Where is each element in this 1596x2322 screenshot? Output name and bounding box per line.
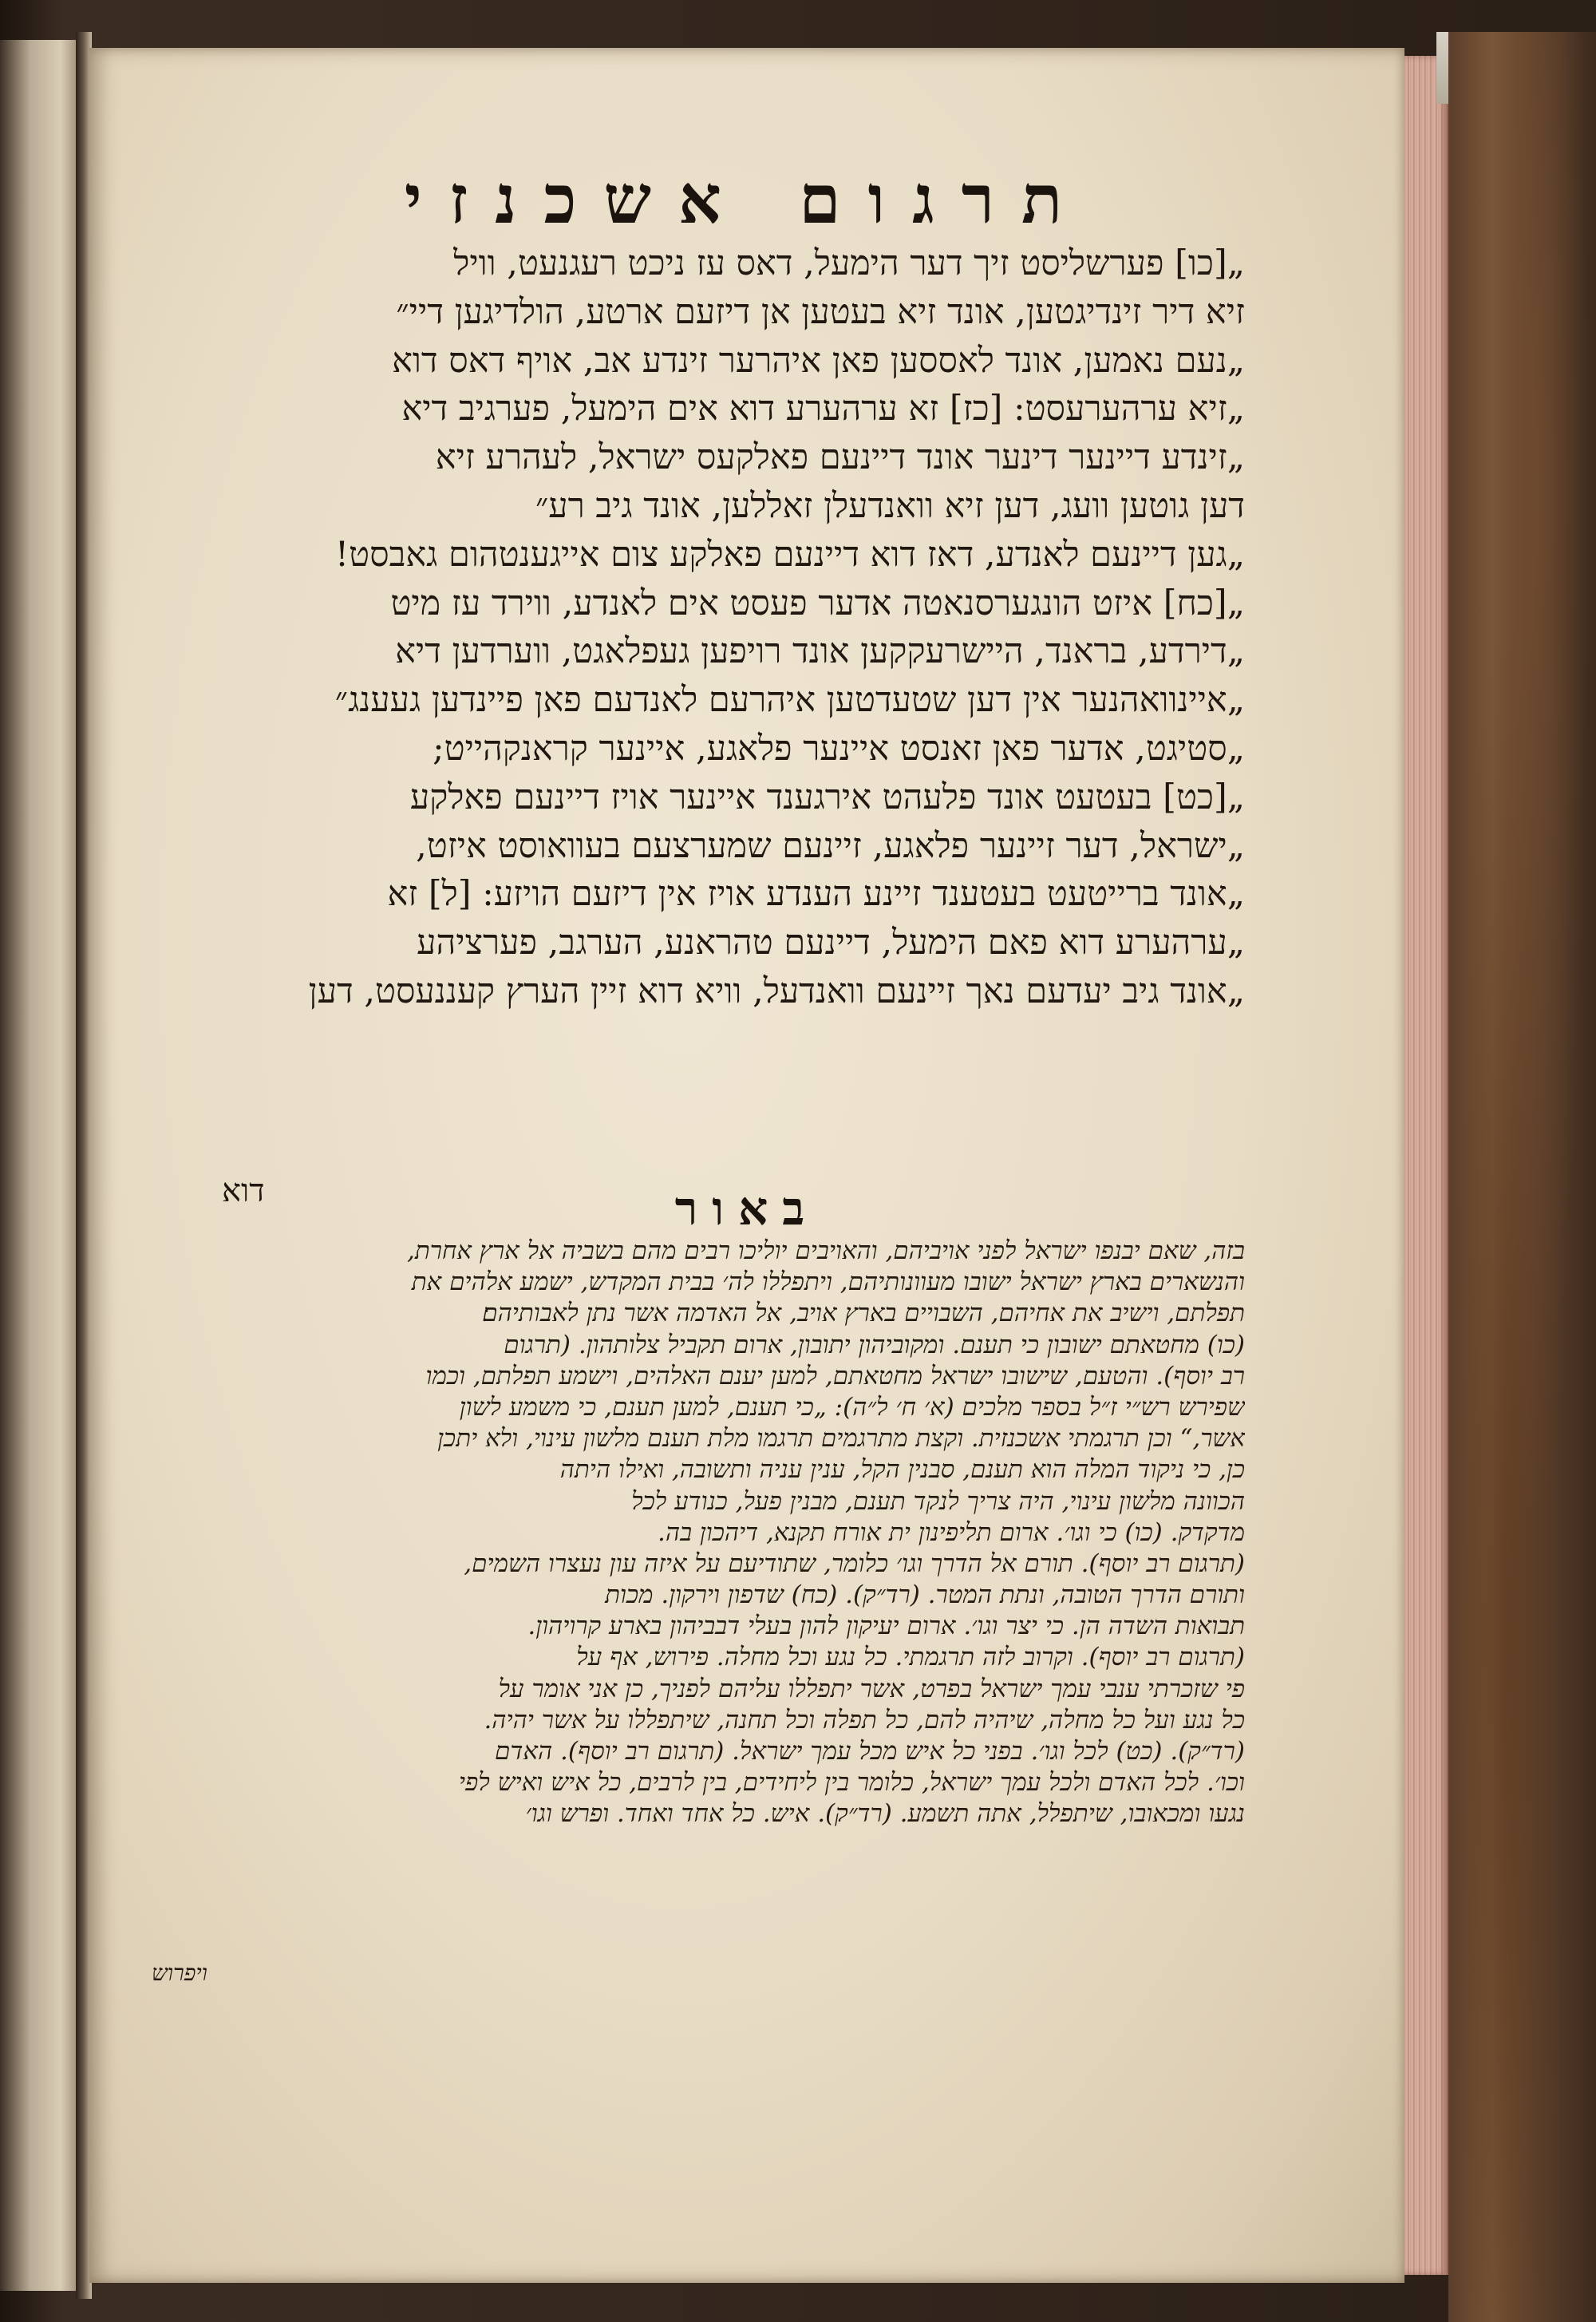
commentary-line: תבואות השדה הן. כי יצר וגו׳. ארום יעיקון להון בעלי דבביהון בארע קרויהון. [527, 1612, 1245, 1641]
text-line: „ערהערע דוא פאם הימעל, דיינעם טהראנע, הערגב, פערציהע [417, 923, 1245, 963]
page-header: תרגום אשכנזי [404, 160, 1090, 239]
text-line: „[כח] איזט הונגערסנאטה אדער פעסט אים לאנדע, ווירד עז מיט [390, 583, 1245, 623]
commentary-line: וכו׳. לכל האדם ולכל עמך ישראל, כלומר בין ליחידים, בין לרבים, כל איש ואיש לפי [458, 1768, 1245, 1798]
leather-cover [1448, 32, 1596, 2322]
commentary-line: כן, כי ניקוד המלה הוא תענם, סבנין הקל, ענין עניה ותשובה, ואילו היתה [559, 1455, 1245, 1485]
commentary-line: שפירש רש״י ז״ל בספר מלכים (א׳ ח׳ ל״ה): „כי תענם, למען תענם, כי משמע לשון [459, 1392, 1245, 1422]
commentary-line: פי שזכרתי ענבי עמך ישראל בפרט, אשר יתפללו עליהם לפניך, כן אני אומר על [498, 1674, 1245, 1703]
text-line: דען גוטען וועג, דען זיא וואנדעלן זאללען, אונד גיב רע״ [535, 485, 1245, 526]
commentary-line: תפלתם, וישיב את אחיהם, השבויים בארץ אויב, אל האדמה אשר נתן לאבותיהם׃ [482, 1299, 1245, 1328]
text-line: „נעם נאמען, אונד לאססען פאן איהרער זינדע אב, אויף דאס דוא [392, 340, 1245, 381]
text-line: „אונד ברייטעט בעטענד זיינע הענדע אויז אין דיזעם הויזע: [ל] זא [387, 874, 1245, 915]
text-line: „[כו] פערשליסט זיך דער הימעל, דאס עז ניכט רעגנעט, וויל [453, 243, 1245, 283]
page-edges [1404, 56, 1448, 2275]
commentary-line: מדקדק. (כו) כי וגו׳. ארום תליפינון ית אורח תקנא, דיהכון בה. [658, 1517, 1245, 1547]
text-line: „איינוואהנער אין דען שטעדטען איהרעם לאנדעם פאן פיינדען געענג״ [334, 680, 1245, 721]
catchword: דוא [222, 1173, 265, 1209]
commentary-line: כל נגע ועל כל מחלה, שיהיה להם, כל תפלה וכל תחנה, שיתפללו על אשר יהיה. [484, 1705, 1245, 1735]
commentary-line: נגעו ומכאובו, שיתפלל, אתה תשמע. (רד״ק). איש. כל אחד ואחד. ופרש וגו׳ [525, 1799, 1245, 1829]
main-translation-text [152, 239, 1245, 1016]
commentary-line: אשר,“ וכן תרגמתי אשכנזית. וקצת מתרגמים תרגמו מלת תענם מלשון עינוי, ולא יתכן [437, 1424, 1245, 1454]
commentary-line: רב יוסף). והטעם, שישובו ישראל מחטאתם, למען יענם האלהים, וישמע תפלתם, וכמו [425, 1361, 1245, 1390]
text-line: „זיא ערהערעסט: [כז] זא ערהערע דוא אים הימעל, פערגיב דיא [401, 389, 1245, 429]
commentary-line: (תרגום רב יוסף). תורם אל הדרך וגו׳ כלומר, שתודיעם על איזה עון נעצרו השמים, [464, 1549, 1245, 1578]
commentary-text [152, 1236, 1245, 1830]
commentary-line: (רד״ק). (כט) לכל וגו׳. בפני כל איש מכל עמך ישראל. (תרגום רב יוסף). האדם [495, 1737, 1245, 1766]
commentary-line: (תרגום רב יוסף). וקרוב לזה תרגמתי. כל נגע וכל מחלה. פירוש, אף על [576, 1643, 1245, 1672]
text-line: „גען דיינעם לאנדע, דאז דוא דיינעם פאלקע צום אייגענטהום גאבסט! [334, 534, 1245, 575]
section-heading-biur: באור [674, 1181, 820, 1236]
text-line: „[כט] בעטעט אונד פלעהט אירגענד איינער אויז דיינעם פאלקע [409, 777, 1245, 817]
commentary-line: (כו) מחטאתם ישובון כי תענם. ומקוביהון יתובון, ארום תקביל צלותהון. (תרגום [504, 1330, 1245, 1359]
text-line: זיא דיר זינדיגטען, אונד זיא בעטען אן דיזעם ארטע, הולדיגען דיי״ [396, 291, 1245, 332]
text-line: „ישראל, דער זיינער פלאגע, זיינעם שמערצעם בעוואוסט איזט, [416, 825, 1245, 866]
commentary-line: והנשארים בארץ ישראל ישובו מעוונותיהם, ויתפללו לה׳ בבית המקדש, ישמע אלהים את [411, 1268, 1245, 1297]
commentary-catchword: ויפרוש [152, 1960, 207, 1986]
text-line: „דירדע, בראנד, היישרעקקען אונד רויפען געפלאגט, ווערדען דיא [395, 631, 1245, 672]
text-line: „סטיגט, אדער פאן זאנסט איינער פלאגע, איינער קראנקהייט; [433, 728, 1245, 769]
commentary-line: הכוונה מלשון עינוי, היה צריך לנקד תענם, מבנין פעל, כנודע לכל [631, 1486, 1245, 1516]
left-page-edge [0, 40, 76, 2291]
text-line: „אונד גיב יעדעם נאך זיינעם וואנדעל, וויא דוא זיין הערץ קעננעסט, דען [308, 971, 1245, 1011]
commentary-line: בזה, שאם יבנפו ישראל לפני אויביהם, והאויבים יוליכו רבים מהם בשביה אל ארץ אחרת, [407, 1236, 1245, 1265]
text-line: „זינדע דיינער דינער אונד דיינעם פאלקעס ישראל, לעהרע זיא [435, 437, 1245, 478]
commentary-line: ותורם הדרך הטובה, ונתת המטר. (רד״ק). (כח) שדפון וירקון. מכות [605, 1580, 1245, 1610]
